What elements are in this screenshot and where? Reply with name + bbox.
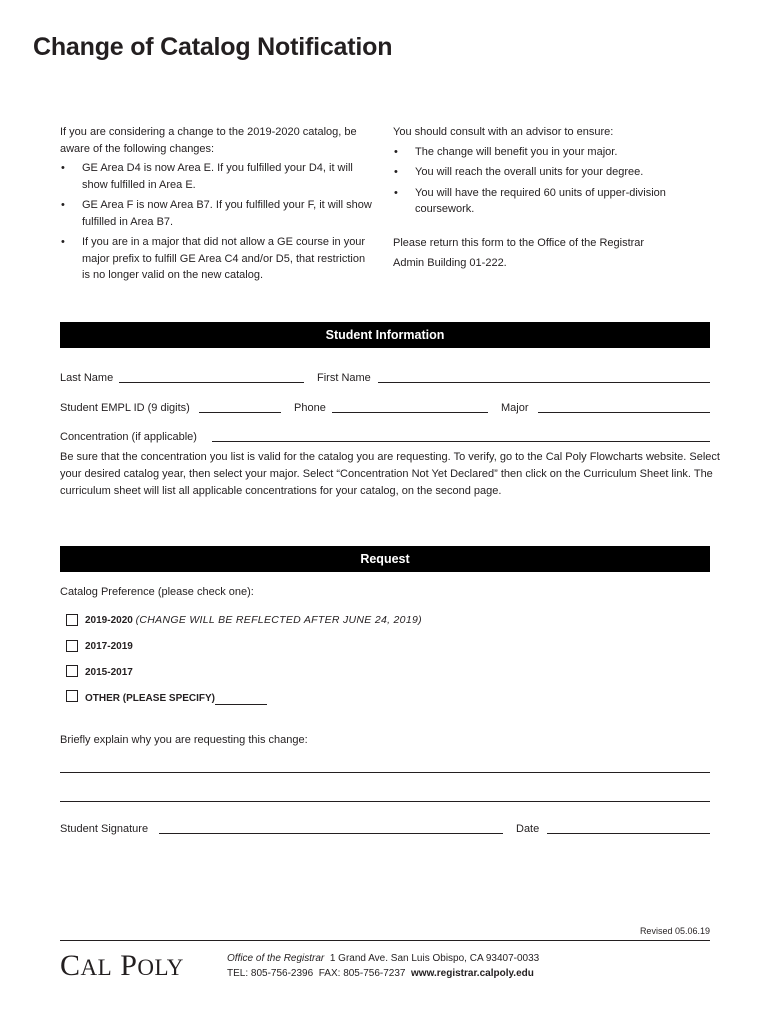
major-label: Major bbox=[501, 402, 529, 414]
phone-field[interactable] bbox=[332, 412, 488, 413]
list-item: • If you are in a major that did not allow a GE course in your major prefix to fulfill GE Area C4 and/or D5, that restriction is no longer valid on the new catalog. bbox=[60, 234, 375, 284]
page-title: Change of Catalog Notification bbox=[33, 33, 393, 61]
list-item: • GE Area D4 is now Area E. If you fulfilled your D4, it will show fulfilled in Area E. bbox=[60, 160, 375, 193]
empl-id-field[interactable] bbox=[199, 412, 281, 413]
major-field[interactable] bbox=[538, 412, 710, 413]
contact-line-2 bbox=[227, 966, 534, 981]
first-name-field[interactable] bbox=[378, 382, 710, 383]
list-item: • GE Area F is now Area B7. If you fulfilled your F, it will show fulfilled in Area B7. bbox=[60, 197, 375, 230]
option-2015-2017-checkbox[interactable] bbox=[66, 665, 78, 677]
intro-right bbox=[393, 124, 693, 272]
option-2019-2020-note: (CHANGE WILL BE REFLECTED AFTER JUNE 24, 2019) bbox=[135, 614, 422, 626]
cal-poly-logo-text: CAL POLY bbox=[60, 949, 184, 982]
signature-label: Student Signature bbox=[60, 823, 149, 835]
footer-divider bbox=[60, 940, 710, 941]
office-name: Office of the Registrar bbox=[227, 953, 325, 964]
return-line-1: Please return this form to the Office of the Registrar bbox=[393, 236, 645, 249]
list-item: • You will reach the overall units for your degree. bbox=[393, 164, 693, 181]
other-specify-field[interactable] bbox=[215, 704, 267, 705]
list-item: • The change will benefit you in your major. bbox=[393, 144, 693, 161]
last-name-label: Last Name bbox=[60, 372, 114, 384]
office-address: 1 Grand Ave. San Luis Obispo, CA 93407-0033 bbox=[329, 953, 540, 964]
explain-label: Briefly explain why you are requesting this change: bbox=[60, 734, 308, 746]
registrar-website-link[interactable]: www.registrar.calpoly.edu bbox=[411, 968, 534, 979]
student-info-heading: Student Information bbox=[60, 322, 710, 348]
option-other-checkbox[interactable] bbox=[66, 690, 78, 702]
explain-line-2[interactable] bbox=[60, 801, 710, 802]
revised-date: Revised 05.06.19 bbox=[639, 926, 710, 936]
first-name-label: First Name bbox=[317, 372, 371, 384]
date-label: Date bbox=[516, 823, 540, 835]
concentration-field[interactable] bbox=[212, 441, 710, 442]
intro-left-lead: If you are considering a change to the 2019-2020 catalog, be aware of the following changes: bbox=[60, 126, 357, 155]
option-2015-2017-label: 2015-2017 bbox=[85, 667, 133, 678]
option-2017-2019-label: 2017-2019 bbox=[85, 641, 133, 652]
concentration-note: Be sure that the concentration you list is valid for the catalog you are requesting. To verify, go to the Cal Poly Flowcharts website. Select your desired catalog year, then select your major. Select “Concentration Not Yet Declared” then click on the Curriculum Sheet link. The curriculum sheet will list all applicable concentrations for your catalog, on the second page. bbox=[60, 451, 720, 497]
advisor-list bbox=[393, 144, 693, 218]
option-2017-2019-checkbox[interactable] bbox=[66, 640, 78, 652]
date-field[interactable] bbox=[547, 833, 710, 834]
intro-left bbox=[60, 124, 375, 288]
request-heading: Request bbox=[60, 546, 710, 572]
office-fax: FAX: 805-756-7237 bbox=[318, 968, 406, 979]
option-2019-2020-label bbox=[85, 614, 422, 626]
list-item: • You will have the required 60 units of upper-division coursework. bbox=[393, 185, 693, 218]
cal-poly-logo bbox=[60, 949, 184, 983]
return-line-2: Admin Building 01-222. bbox=[393, 257, 507, 269]
office-tel: TEL: 805-756-2396 bbox=[227, 968, 314, 979]
explain-line-1[interactable] bbox=[60, 772, 710, 773]
ge-changes-list bbox=[60, 160, 375, 284]
concentration-label: Concentration (if applicable) bbox=[60, 431, 197, 443]
signature-field[interactable] bbox=[159, 833, 503, 834]
last-name-field[interactable] bbox=[119, 382, 304, 383]
phone-label: Phone bbox=[294, 402, 326, 414]
catalog-preference-label: Catalog Preference (please check one): bbox=[60, 586, 254, 598]
option-2019-2020-year: 2019-2020 bbox=[85, 615, 133, 626]
contact-line-1 bbox=[227, 951, 539, 966]
intro-right-lead: You should consult with an advisor to ensure: bbox=[393, 126, 614, 138]
empl-id-label: Student EMPL ID (9 digits) bbox=[60, 402, 190, 414]
option-2019-2020-checkbox[interactable] bbox=[66, 614, 78, 626]
option-other-label: OTHER (PLEASE SPECIFY) bbox=[85, 693, 216, 704]
